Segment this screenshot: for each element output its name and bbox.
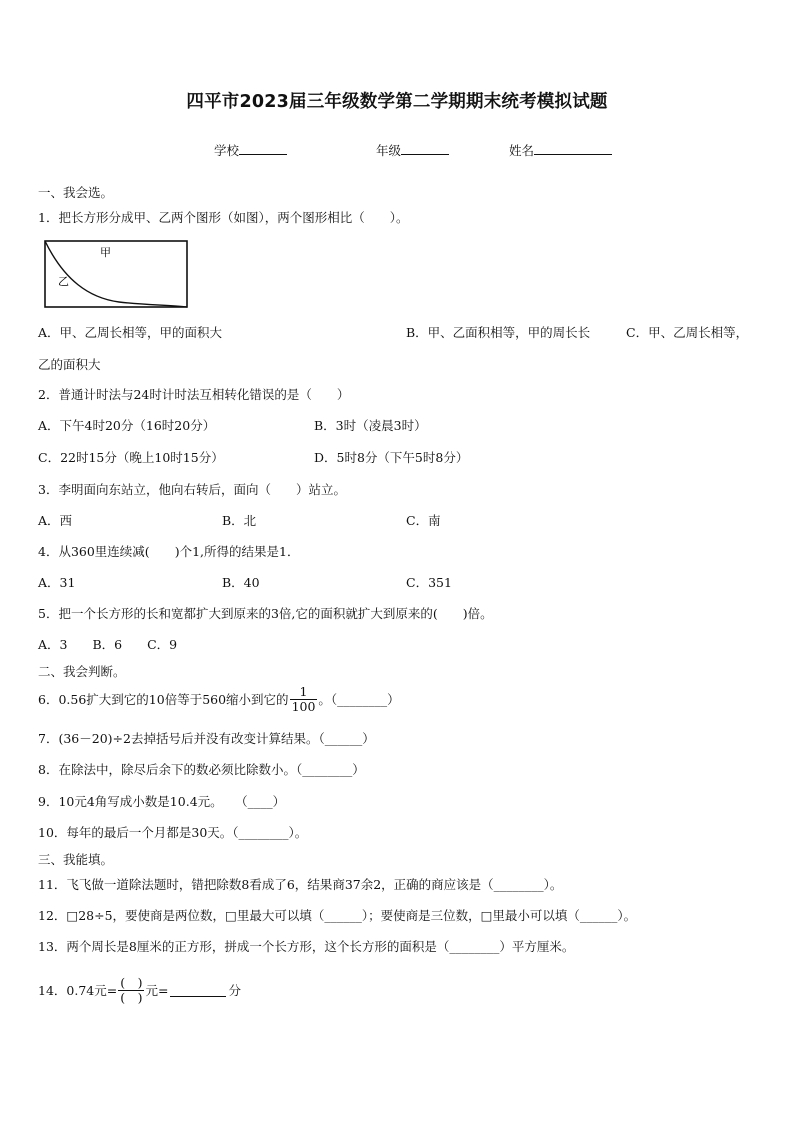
- rectangle-division-diagram: [44, 240, 190, 310]
- section-heading-3: 三、我能填。: [38, 852, 114, 867]
- question-1-option-c[interactable]: C．甲、乙周长相等，: [626, 325, 749, 340]
- question-2-option-d[interactable]: D．5时8分（下午5时8分）: [314, 450, 469, 465]
- school-blank[interactable]: [239, 142, 287, 155]
- question-14-blank[interactable]: [170, 984, 226, 997]
- question-1-option-b[interactable]: B．甲、乙面积相等，甲的周长长: [406, 325, 591, 340]
- fraction-one-hundredth: [290, 685, 318, 714]
- section-heading-2: 二、我会判断。: [38, 664, 126, 679]
- question-5-options[interactable]: A．3 B．6 C．9: [38, 637, 178, 652]
- question-14-unit: 分: [228, 983, 241, 998]
- fraction-blank[interactable]: [118, 976, 144, 1005]
- question-11: 11．飞飞做一道除法题时，错把除数8看成了6，结果商37余2，正确的商应该是（________）。: [38, 877, 563, 892]
- section-heading-1: 一、我会选。: [38, 185, 114, 200]
- question-8: 8．在除法中，除尽后余下的数必须比除数小。（________）: [38, 762, 365, 777]
- question-2-option-a[interactable]: A．下午4时20分（16时20分）: [38, 418, 216, 433]
- question-4-option-c[interactable]: C．351: [406, 575, 452, 590]
- grade-label: 年级: [376, 143, 402, 158]
- question-1-stem: 1．把长方形分成甲、乙两个图形（如图），两个图形相比（ ）。: [38, 210, 409, 225]
- question-5-stem: 5．把一个长方形的长和宽都扩大到原来的3倍,它的面积就扩大到原来的( )倍。: [38, 606, 493, 621]
- name-blank[interactable]: [534, 142, 612, 155]
- question-4-option-a[interactable]: A．31: [38, 575, 76, 590]
- name-field: [509, 141, 612, 159]
- page-title: 四平市2023届三年级数学第二学期期末统考模拟试题: [186, 92, 608, 112]
- figure-label-jia: 甲: [100, 246, 111, 259]
- rectangle-figure: [44, 240, 190, 313]
- question-9: 9．10元4角写成小数是10.4元。 （____）: [38, 794, 286, 809]
- question-7: 7．(36－20)÷2去掉括号后并没有改变计算结果。（______）: [38, 731, 375, 746]
- question-14-text: 14．0.74元=: [38, 983, 118, 998]
- question-14-mid: 元=: [145, 983, 169, 998]
- fraction-blank-denominator[interactable]: ( ): [120, 989, 143, 1005]
- question-4-option-b[interactable]: B．40: [222, 575, 260, 590]
- fraction-numerator: 1: [290, 685, 318, 700]
- question-13: 13．两个周长是8厘米的正方形，拼成一个长方形，这个长方形的面积是（________）平方厘米。: [38, 939, 575, 954]
- question-1-option-a[interactable]: A．甲、乙周长相等，甲的面积大: [38, 325, 223, 340]
- question-1-option-c-cont: 乙的面积大: [38, 357, 101, 372]
- question-3-stem: 3．李明面向东站立，他向右转后，面向（ ）站立。: [38, 482, 346, 497]
- question-3-option-a[interactable]: A．西: [38, 513, 73, 528]
- dividing-curve: [45, 241, 187, 307]
- question-10: 10．每年的最后一个月都是30天。（________）。: [38, 825, 308, 840]
- question-6-text: 6．0.56扩大到它的10倍等于560缩小到它的: [38, 692, 289, 707]
- question-6-answer[interactable]: 。（________）: [318, 692, 400, 707]
- fraction-denominator: 100: [291, 698, 316, 714]
- figure-label-yi: 乙: [58, 275, 69, 288]
- question-2-option-b[interactable]: B．3时（凌晨3时）: [314, 418, 427, 433]
- fraction-blank-numerator[interactable]: ( ): [120, 974, 143, 990]
- question-14: [38, 970, 241, 1010]
- question-3-option-b[interactable]: B．北: [222, 513, 257, 528]
- school-field: [214, 141, 287, 159]
- name-label: 姓名: [509, 143, 535, 158]
- question-2-stem: 2．普通计时法与24时计时法互相转化错误的是（ ）: [38, 387, 350, 402]
- grade-blank[interactable]: [401, 142, 449, 155]
- question-6: [38, 680, 400, 718]
- school-label: 学校: [214, 143, 240, 158]
- question-3-option-c[interactable]: C．南: [406, 513, 441, 528]
- question-12: 12．□28÷5，要使商是两位数，□里最大可以填（______）；要使商是三位数，□里最小可以填（______）。: [38, 908, 637, 923]
- question-4-stem: 4．从360里连续减( )个1,所得的结果是1．: [38, 544, 300, 559]
- question-2-option-c[interactable]: C．22时15分（晚上10时15分）: [38, 450, 224, 465]
- grade-field: [376, 141, 449, 159]
